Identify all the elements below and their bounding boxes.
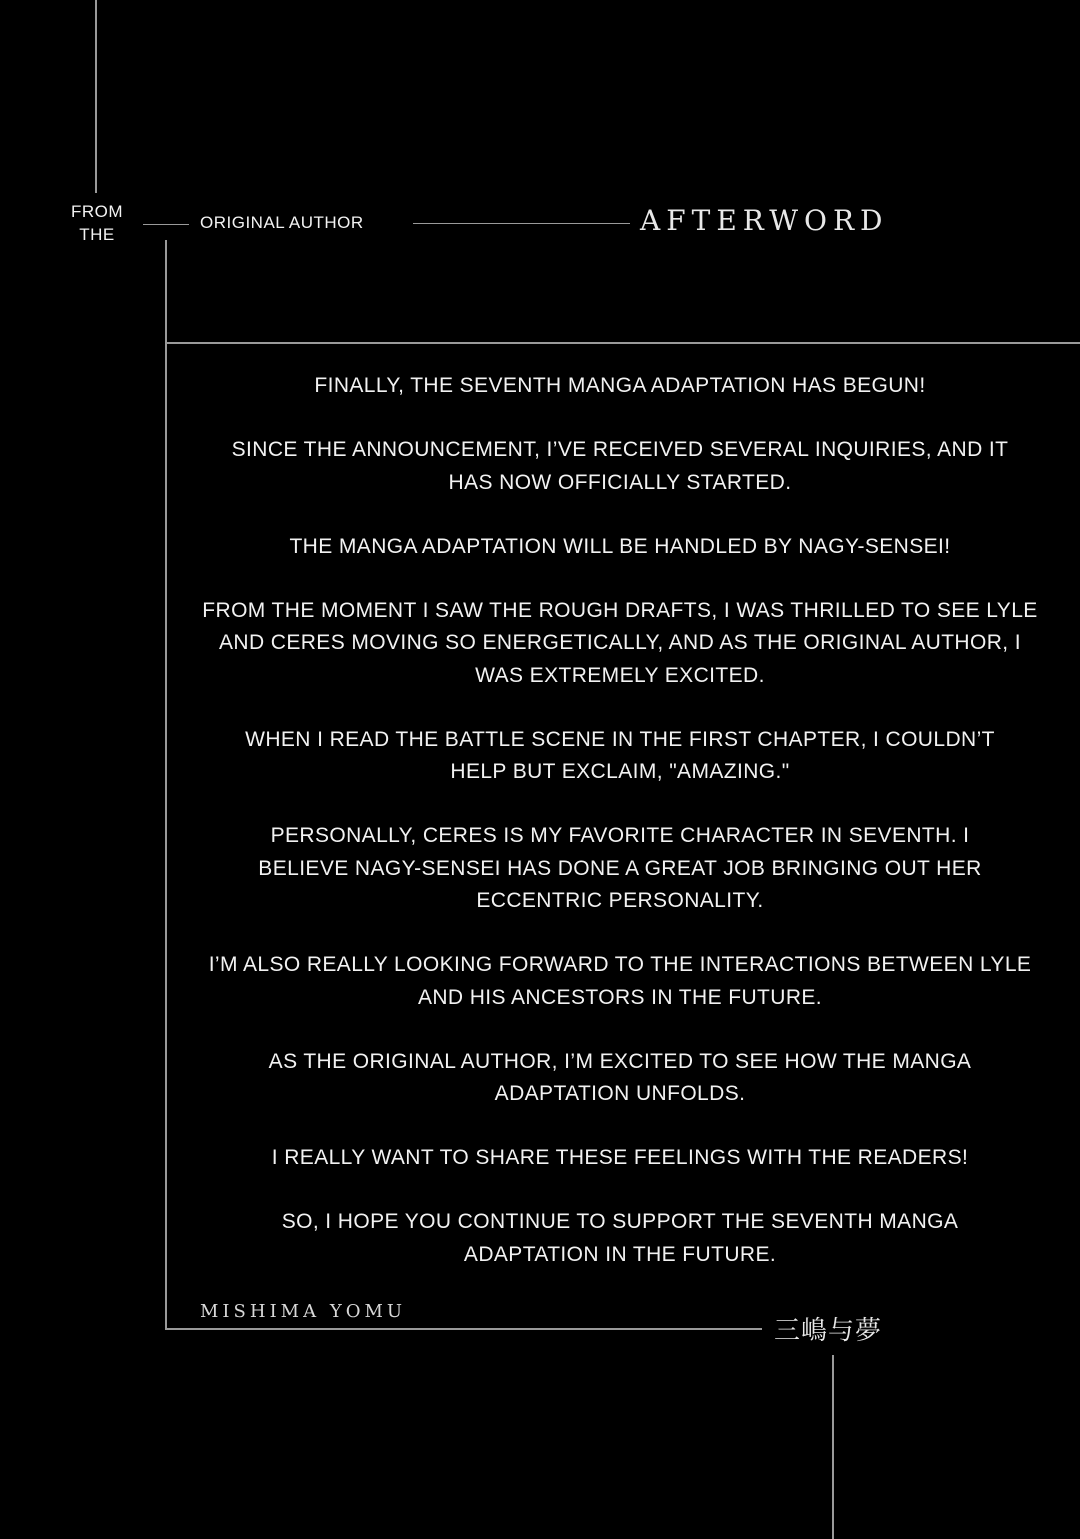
author-signature-romaji: MISHIMA YOMU xyxy=(200,1301,407,1322)
paragraph: SINCE THE ANNOUNCEMENT, I’VE RECEIVED SEVERAL INQUIRIES, AND IT HAS NOW OFFICIALLY STARTED. xyxy=(231,438,1009,494)
frame-top-rule xyxy=(165,342,1080,344)
header-middle-rule xyxy=(413,223,630,224)
paragraph: AS THE ORIGINAL AUTHOR, I’M EXCITED TO SEE HOW THE MANGA ADAPTATION UNFOLDS. xyxy=(268,1049,972,1105)
author-signature-kanji: 三嶋与夢 xyxy=(774,1316,883,1346)
header-short-rule xyxy=(143,224,189,225)
paragraph: FROM THE MOMENT I SAW THE ROUGH DRAFTS, I WAS THRILLED TO SEE LYLE AND CERES MOVING SO ENERGETICALLY, AND AS THE ORIGINAL AUTHOR, I WAS EXTREMELY EXCITED. xyxy=(202,598,1038,687)
frame-bottom-rule xyxy=(165,1328,762,1330)
bottom-right-vertical-rule xyxy=(832,1355,834,1539)
paragraph: SO, I HOPE YOU CONTINUE TO SUPPORT THE SEVENTH MANGA ADAPTATION IN THE FUTURE. xyxy=(281,1210,959,1266)
paragraph: I REALLY WANT TO SHARE THESE FEELINGS WITH THE READERS! xyxy=(271,1146,969,1169)
page-title: AFTERWORD xyxy=(640,204,889,237)
afterword-body xyxy=(200,370,1040,1303)
paragraph: FINALLY, THE SEVENTH MANGA ADAPTATION HAS BEGUN! xyxy=(314,374,926,397)
paragraph: THE MANGA ADAPTATION WILL BE HANDLED BY NAGY-SENSEI! xyxy=(289,534,951,558)
frame-left-vertical-rule xyxy=(165,240,167,1330)
paragraph: WHEN I READ THE BATTLE SCENE IN THE FIRST CHAPTER, I COULDN’T HELP BUT EXCLAIM, "AMAZING." xyxy=(245,727,995,783)
paragraph: I’M ALSO REALLY LOOKING FORWARD TO THE INTERACTIONS BETWEEN LYLE AND HIS ANCESTORS IN THE FUTURE. xyxy=(208,953,1032,1009)
from-the-label: FROM THE xyxy=(70,202,124,244)
original-author-label: ORIGINAL AUTHOR xyxy=(200,213,364,232)
paragraph: PERSONALLY, CERES IS MY FAVORITE CHARACTER IN SEVENTH. I BELIEVE NAGY-SENSEI HAS DONE A GREAT JOB BRINGING OUT HER ECCENTRIC PERSONALITY. xyxy=(258,824,982,912)
top-left-vertical-rule xyxy=(95,0,97,193)
